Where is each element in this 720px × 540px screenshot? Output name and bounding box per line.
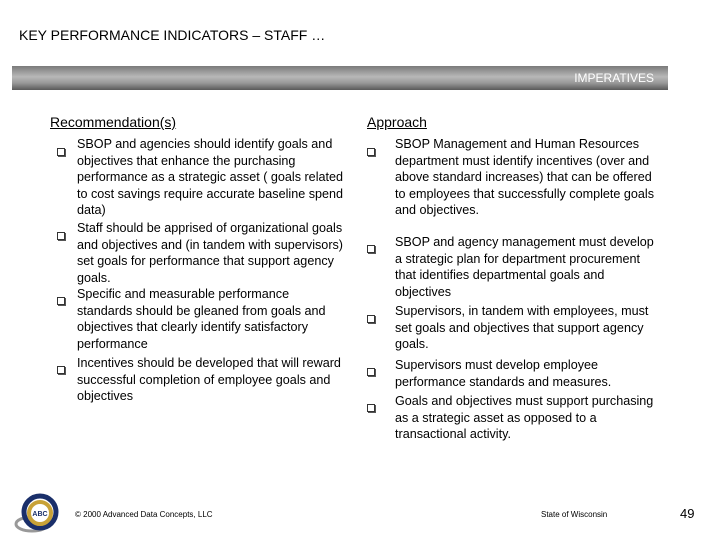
svg-text:ABC: ABC xyxy=(32,511,48,518)
list-item: Goals and objectives must support purchasing as a strategic asset as opposed to a transactional activity. xyxy=(395,394,654,442)
copyright-text: © 2000 Advanced Data Concepts, LLC xyxy=(75,510,213,519)
page-number: 49 xyxy=(680,506,695,521)
list-item: SBOP Management and Human Resources department must identify incentives (over and above standard increases) that can be offered to employees that successfully complete goals and objectives. xyxy=(395,137,655,218)
list-item: SBOP and agency management must develop a strategic plan for department procurement that identifies departmental goals and objectives xyxy=(395,235,654,299)
bullet-icon xyxy=(367,245,375,253)
bullet-icon xyxy=(367,404,375,412)
bullet-icon xyxy=(367,315,375,323)
bullet-icon xyxy=(57,232,65,240)
bullet-icon xyxy=(367,368,375,376)
client-name: State of Wisconsin xyxy=(541,510,608,519)
list-item: Incentives should be developed that will reward successful completion of employee goals and objectives xyxy=(77,356,341,404)
banner-label: IMPERATIVES xyxy=(574,71,654,85)
list-item: SBOP and agencies should identify goals and objectives that enhance the purchasing performance as a strategic asset ( goals related to cost savings require accurate baseline spend data) xyxy=(77,137,344,218)
approach-heading: Approach xyxy=(367,114,427,130)
bullet-icon xyxy=(57,297,65,305)
list-item: Supervisors, in tandem with employees, must set goals and objectives that support agency goals. xyxy=(395,304,649,352)
bullet-icon xyxy=(367,148,375,156)
recommendations-heading: Recommendation(s) xyxy=(50,114,177,130)
abc-logo-icon xyxy=(12,492,60,536)
bullet-icon xyxy=(57,148,65,156)
section-banner xyxy=(12,66,668,90)
bullet-icon xyxy=(57,366,65,374)
list-item: Specific and measurable performance standards should be gleaned from goals and objectives that clearly identify satisfactory performance xyxy=(77,287,326,351)
list-item: Supervisors must develop employee performance standards and measures. xyxy=(395,358,612,389)
slide-title: KEY PERFORMANCE INDICATORS – STAFF … xyxy=(19,27,326,43)
list-item: Staff should be apprised of organizational goals and objectives and (in tandem with supervisors) set goals for performance that support agency goals. xyxy=(77,221,343,285)
